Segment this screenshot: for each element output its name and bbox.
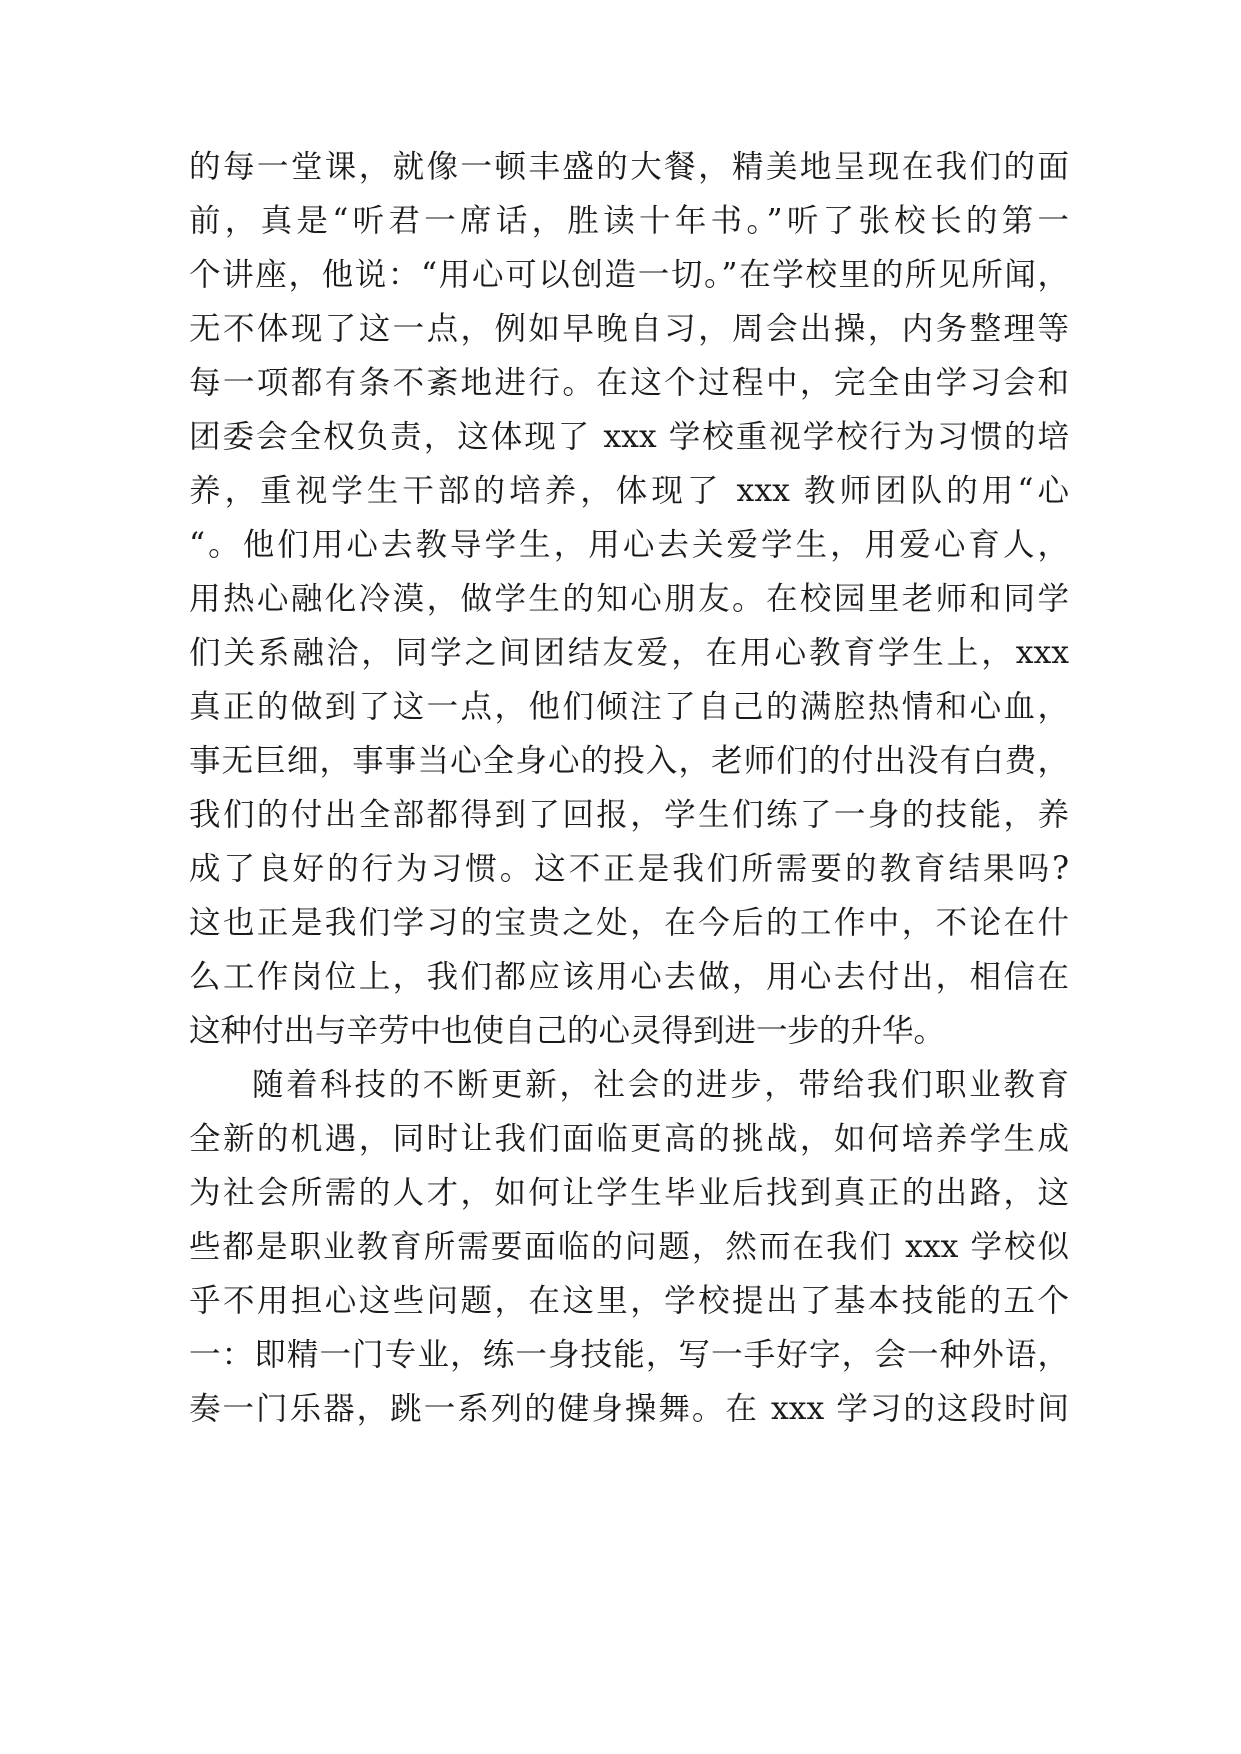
text-line: 全新的机遇，同时让我们面临更高的挑战，如何培养学生成 [189,1121,1069,1157]
text-line: 事无巨细，事事当心全身心的投入，老师们的付出没有白费， [189,743,1069,779]
text-line: 些都是职业教育所需要面临的问题，然而在我们 xxx 学校似 [189,1229,1069,1265]
text-line: 随着科技的不断更新，社会的进步，带给我们职业教育 [252,1067,1069,1103]
text-line: 奏一门乐器，跳一系列的健身操舞。在 xxx 学习的这段时间 [189,1391,1069,1427]
text-line: 的每一堂课，就像一顿丰盛的大餐，精美地呈现在我们的面 [189,149,1069,185]
text-line: 成了良好的行为习惯。这不正是我们所需要的教育结果吗? [189,851,1069,887]
text-line: 们关系融洽，同学之间团结友爱，在用心教育学生上，xxx [189,635,1069,671]
text-line: 前，真是“听君一席话，胜读十年书。”听了张校长的第一 [189,203,1069,239]
text-line: “。他们用心去教导学生，用心去关爱学生，用爱心育人， [189,527,1069,563]
text-line: 无不体现了这一点，例如早晚自习，周会出操，内务整理等 [189,311,1069,347]
text-line: 为社会所需的人才，如何让学生毕业后找到真正的出路，这 [189,1175,1069,1211]
text-line: 这也正是我们学习的宝贵之处，在今后的工作中，不论在什 [189,905,1069,941]
text-line: 一：即精一门专业，练一身技能，写一手好字，会一种外语， [189,1337,1069,1373]
text-line: 这种付出与辛劳中也使自己的心灵得到进一步的升华。 [189,1013,946,1049]
text-line: 用热心融化冷漠，做学生的知心朋友。在校园里老师和同学 [189,581,1069,617]
text-line: 个讲座，他说：“用心可以创造一切。”在学校里的所见所闻， [189,257,1069,293]
text-line: 真正的做到了这一点，他们倾注了自己的满腔热情和心血， [189,689,1069,725]
text-line: 每一项都有条不紊地进行。在这个过程中，完全由学习会和 [189,365,1069,401]
text-line: 乎不用担心这些问题，在这里，学校提出了基本技能的五个 [189,1283,1069,1319]
text-line: 团委会全权负责，这体现了 xxx 学校重视学校行为习惯的培 [189,419,1069,455]
text-line: 我们的付出全部都得到了回报，学生们练了一身的技能，养 [189,797,1069,833]
text-line: 么工作岗位上，我们都应该用心去做，用心去付出，相信在 [189,959,1069,995]
text-line: 养，重视学生干部的培养，体现了 xxx 教师团队的用“心 [189,473,1069,509]
